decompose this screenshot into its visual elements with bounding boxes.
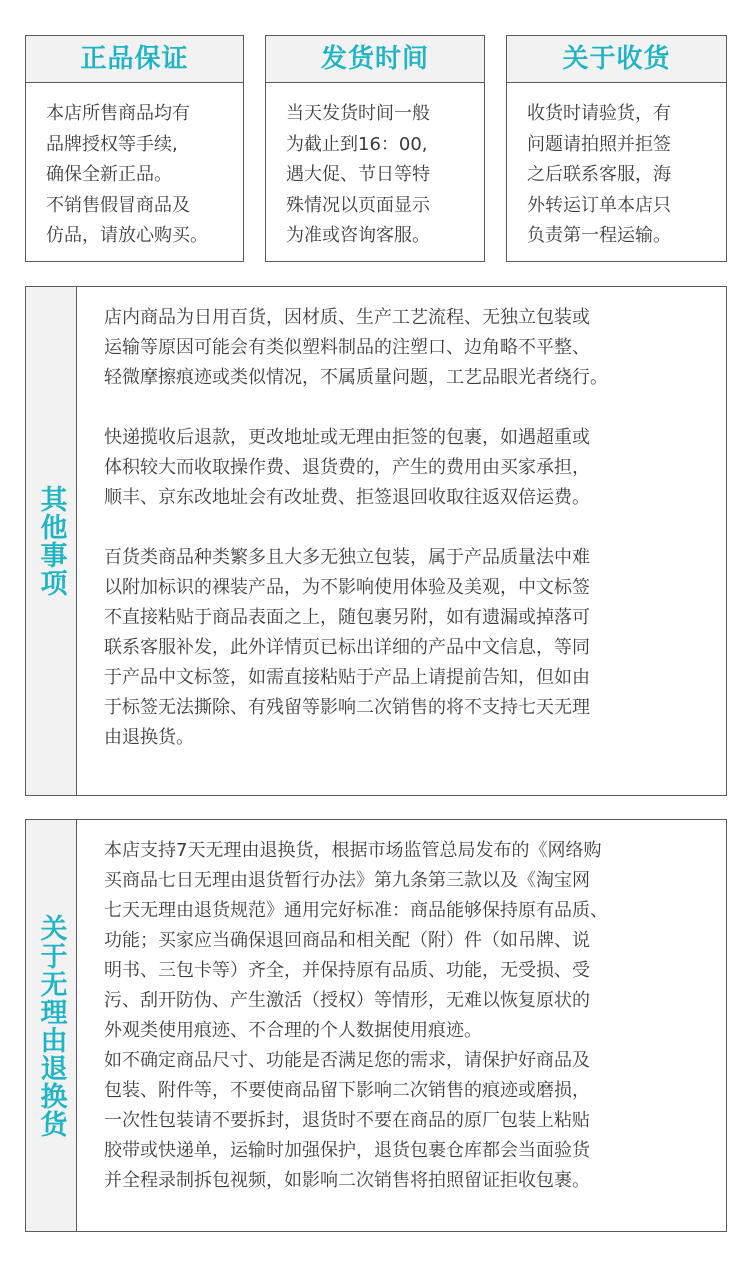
card-body: 收货时请验货，有 问题请拍照并拒签 之后联系客服，海 外转运订单本店只 负责第一程运输。: [527, 103, 671, 246]
card-about-receiving: [506, 35, 727, 262]
card-title: 发货时间: [266, 36, 484, 83]
card-title: 关于收货: [507, 36, 726, 83]
section-return-policy: [25, 819, 727, 1232]
section-title: 关于无理由退换货: [35, 913, 67, 1138]
paragraph: 百货类商品种类繁多且大多无独立包装，属于产品质量法中难 以附加标识的裸装产品，为不影响使用体验及美观，中文标签 不直接粘贴于商品表面之上，随包裹另附，如有遗漏或掉落可 联系客服补发，此外详情页已标出详细的产品中文信息，等同 于产品中文标签，如需直接粘贴于产品上请提前告知，但如由 于标签无法撕除、有残留等影响二次销售的将不支持七天无理 由退换货。: [104, 547, 590, 748]
card-authentic-guarantee: [25, 35, 244, 262]
paragraph: 如不确定商品尺寸、功能是否满足您的需求，请保护好商品及 包装、附件等，不要使商品留下影响二次销售的痕迹或磨损， 一次性包装请不要拆封，退货时不要在商品的原厂包装上粘贴 胶带或快递单，运输时加强保护，退货包裹仓库都会当面验货 并全程录制拆包视频，如影响二次销售将拍照留证拒收包裹。: [104, 1050, 590, 1191]
section-title: 其他事项: [35, 485, 67, 597]
card-title: 正品保证: [26, 36, 243, 83]
paragraph: 店内商品为日用百货，因材质、生产工艺流程、无独立包装或 运输等原因可能会有类似塑料制品的注塑口、边角略不平整、 轻微摩擦痕迹或类似情况，不属质量问题，工艺品眼光者绕行。: [104, 307, 608, 388]
card-shipping-time: [265, 35, 485, 262]
card-body: 本店所售商品均有 品牌授权等手续, 确保全新正品。 不销售假冒商品及 仿品，请放心购买。: [46, 103, 208, 246]
section-side-header: [26, 820, 77, 1231]
card-body: 当天发货时间一般 为截止到16：00, 遇大促、节日等特 殊情况以页面显示 为准或咨询客服。: [286, 103, 430, 246]
paragraph: 快递揽收后退款，更改地址或无理由拒签的包裹，如遇超重或 体积较大而收取操作费、退货费的，产生的费用由买家承担， 顺丰、京东改地址会有改址费、拒签退回收取往返双倍运费。: [104, 427, 590, 508]
section-content: [77, 287, 726, 795]
paragraph: 本店支持7天无理由退换货，根据市场监管总局发布的《网络购 买商品七日无理由退货暂行办法》第九条第三款以及《淘宝网 七天无理由退货规范》通用完好标准：商品能够保持原有品质、 功能；买家应当确保退回商品和相关配（附）件（如吊牌、说 明书、三包卡等）齐全，并保持原有品质、功能，无受损、受 污、刮开防伪、产生激活（授权）等情形，无难以恢复原状的 外观类使用痕迹、不合理的个人数据使用痕迹。: [104, 840, 608, 1041]
section-other-matters: [25, 286, 727, 796]
section-content: [77, 820, 726, 1231]
section-side-header: [26, 287, 77, 795]
